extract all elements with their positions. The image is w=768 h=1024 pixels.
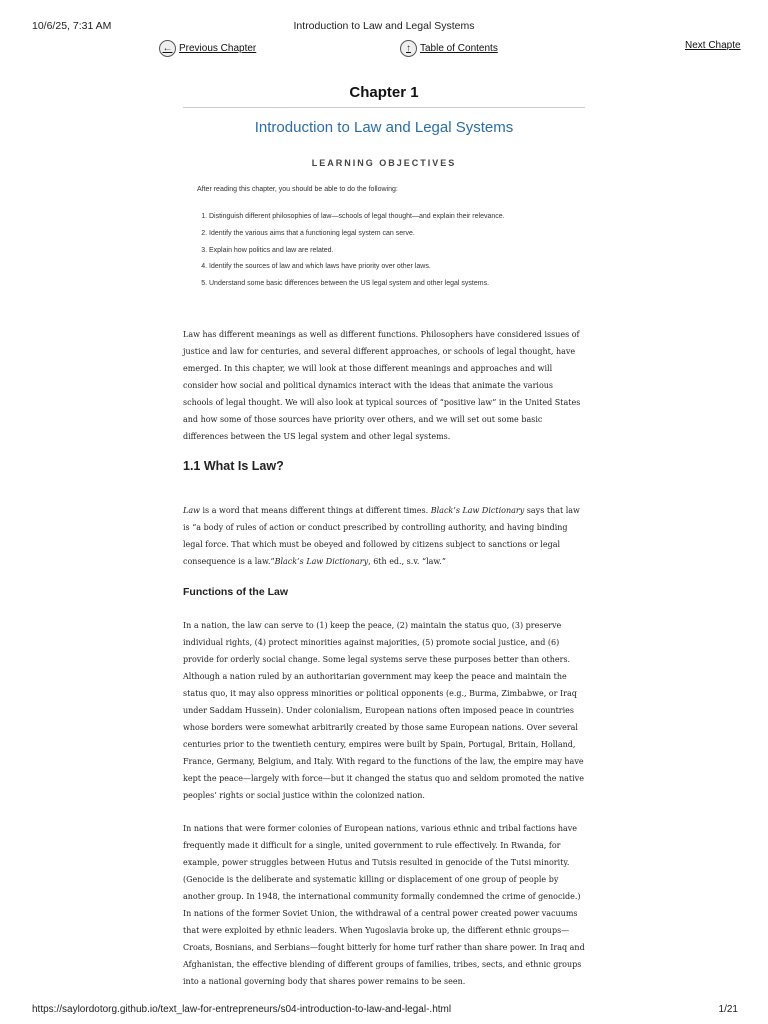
objective-item: 5. Understand some basic differences between the US legal system and other legal systems. — [209, 276, 585, 293]
table-of-contents-link[interactable] — [400, 40, 498, 57]
intro-paragraph: Law has different meanings as well as different functions. Philosophers have considered issues of justice and law for centuries, and several different approaches, or schools of legal thought, have emerged. In this chapter, we will look at those different meanings and approaches and will consider how social and political dynamics interact with the ideas that animate the various schools of legal thought. We will also look at typical sources of “positive law” in the United States and how some of those sources have priority over others, and we will set out some basic differences between the US legal system and other legal systems. — [183, 329, 581, 441]
print-url: https://saylordotorg.github.io/text_law-for-entrepreneurs/s04-introduction-to-law-and-legal-.html — [32, 1004, 452, 1015]
learning-objectives-intro: After reading this chapter, you should be able to do the following: — [197, 186, 398, 193]
print-title: Introduction to Law and Legal Systems — [293, 20, 475, 32]
learning-objectives-heading: LEARNING OBJECTIVES — [311, 158, 457, 168]
print-page-number: 1/21 — [718, 1004, 738, 1015]
objective-item: 1. Distinguish different philosophies of law—schools of legal thought—and explain their relevance. — [209, 209, 585, 226]
table-of-contents-label: Table of Contents — [420, 43, 498, 54]
chapter-title: Introduction to Law and Legal Systems — [254, 119, 514, 136]
chapter-label: Chapter 1 — [183, 84, 585, 108]
functions-paragraph-1: In a nation, the law can serve to (1) keep the peace, (2) maintain the status quo, (3) preserve individual rights, (4) protect minorities against majorities, (5) promote social justice, and (6) provide for orderly social change. Some legal systems serve these purposes better than others. Although a nation ruled by an authoritarian government may keep the peace and maintain the status quo, it may also oppress minorities or political opponents (e.g., Burma, Zimbabwe, or Iraq under Saddam Hussein). Under colonialism, European nations often imposed peace in countries whose borders were somewhat arbitrarily created by those same European nations. Over several centuries prior to the twentieth century, empires were built by Spain, Portugal, Britain, Holland, France, Germany, Belgium, and Italy. With regard to the functions of the law, the empire may have kept the peace—largely with force—but it changed the status quo and seldom promoted the native peoples’ rights or social justice within the colonized nation. — [183, 620, 584, 800]
previous-chapter-link[interactable] — [159, 40, 256, 57]
chapter-navigation — [159, 38, 741, 62]
page-content — [183, 78, 593, 986]
objective-item: 4. Identify the sources of law and which laws have priority over other laws. — [209, 259, 585, 276]
law-definition-paragraph — [183, 502, 585, 570]
next-chapter-label: Next Chapte — [685, 40, 741, 51]
subsection-heading-functions: Functions of the Law — [183, 585, 288, 598]
arrow-up-icon: ↑ — [400, 40, 417, 57]
definition-text: is a word that means different things at different times. — [199, 505, 431, 515]
next-chapter-link[interactable] — [685, 40, 741, 51]
dictionary-footnote: Black’s Law Dictionary — [274, 556, 369, 566]
functions-paragraph-2: In nations that were former colonies of European nations, various ethnic and tribal factions have frequently made it difficult for a single, united government to rule effectively. In Rwanda, for example, power struggles between Hutus and Tutsis resulted in genocide of the Tutsi minority. (Genocide is the deliberate and systematic killing or displacement of one group of people by another group. In 1948, the international community formally condemned the crime of genocide.) In nations of the former Soviet Union, the withdrawal of a central power created power vacuums that were exploited by ethnic leaders. When Yugoslavia broke up, the different ethnic groups—Croats, Bosnians, and Serbians—fought bitterly for home turf rather than share power. In Iraq and Afghanistan, the effective blending of different groups of families, tribes, sects, and ethnic groups into a national governing body that shares power remains to be seen. — [183, 823, 585, 986]
objective-item: 2. Identify the various aims that a functioning legal system can serve. — [209, 226, 585, 243]
learning-objectives-list — [183, 209, 585, 293]
print-date: 10/6/25, 7:31 AM — [32, 20, 112, 32]
previous-chapter-label: Previous Chapter — [179, 43, 257, 54]
print-header — [0, 0, 768, 40]
objective-item: 3. Explain how politics and law are related. — [209, 243, 585, 260]
dictionary-citation: Black’s Law Dictionary — [430, 505, 525, 515]
print-footer — [0, 984, 768, 1024]
arrow-left-icon: ← — [159, 40, 176, 57]
section-heading-what-is-law: 1.1 What Is Law? — [183, 458, 284, 473]
definition-text: says that law is “a body of rules of action or conduct prescribed by controlling authority, and having binding legal force. That which must be obeyed and followed by citizens subject to sanctions or legal consequence is a law.” — [183, 505, 580, 566]
footnote-text: , 6th ed., s.v. “law.” — [368, 556, 446, 566]
law-term: Law — [183, 505, 200, 515]
